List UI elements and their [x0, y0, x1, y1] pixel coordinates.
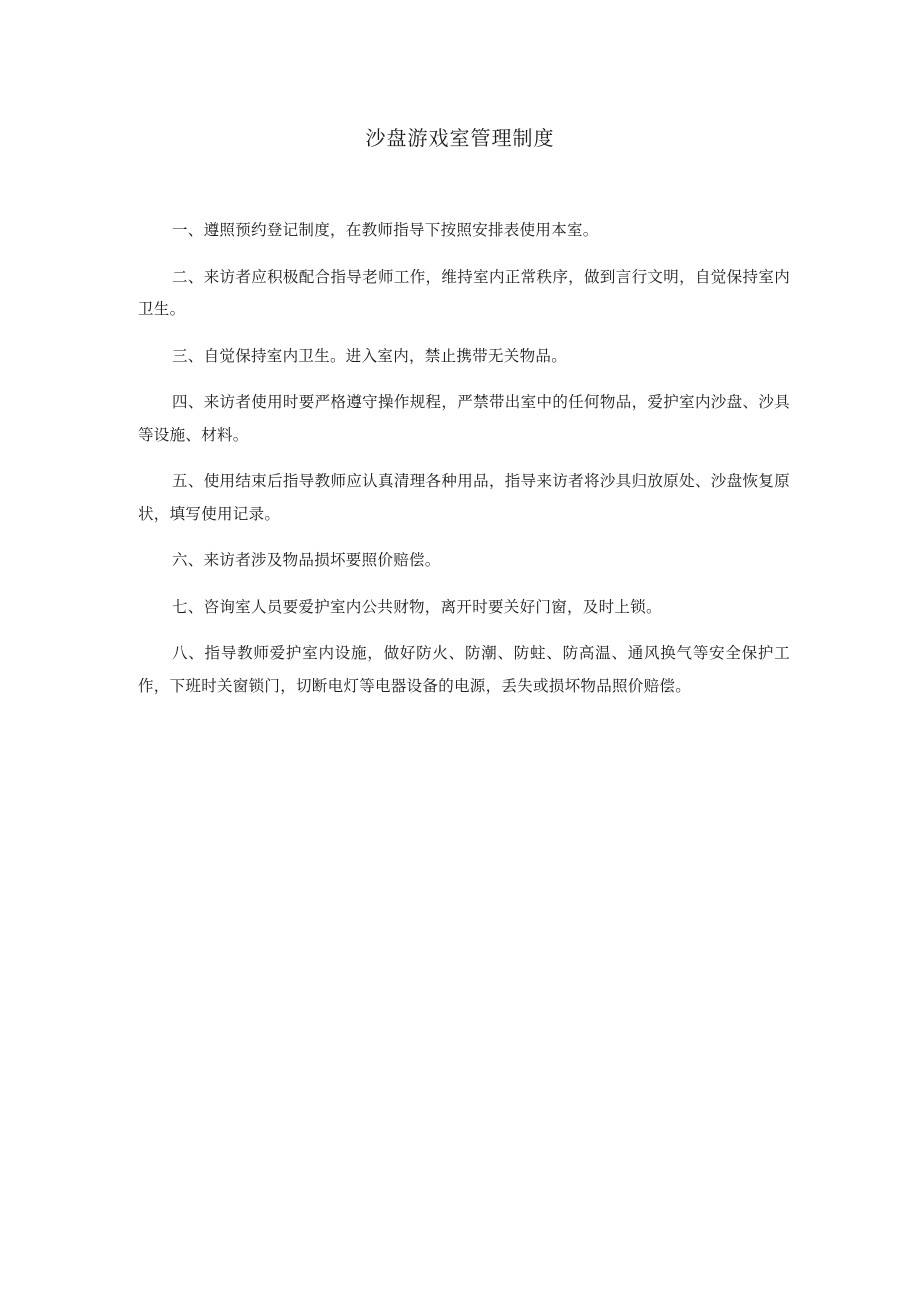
- rule-item-4: 四、来访者使用时要严格遵守操作规程，严禁带出室中的任何物品，爱护室内沙盘、沙具等设施、材料。: [138, 393, 790, 444]
- rule-item-8: 八、指导教师爱护室内设施，做好防火、防潮、防蛀、防高温、通风换气等安全保护工作，下班时关窗锁门，切断电灯等电器设备的电源，丢失或损坏物品照价赔偿。: [138, 644, 790, 695]
- document-title: 沙盘游戏室管理制度: [365, 126, 555, 150]
- rule-item-1: 一、遵照预约登记制度，在教师指导下按照安排表使用本室。: [172, 221, 599, 239]
- document-body: [138, 214, 790, 716]
- rule-item-5: 五、使用结束后指导教师应认真清理各种用品，指导来访者将沙具归放原处、沙盘恢复原状，填写使用记录。: [138, 472, 790, 523]
- rule-item-2: 二、来访者应积极配合指导老师工作，维持室内正常秩序，做到言行文明，自觉保持室内卫生。: [138, 267, 790, 318]
- rule-item-6: 六、来访者涉及物品损坏要照价赔偿。: [172, 551, 441, 569]
- rule-item-3: 三、自觉保持室内卫生。进入室内，禁止携带无关物品。: [172, 346, 568, 365]
- rule-item-7: 七、咨询室人员要爱护室内公共财物，离开时要关好门窗，及时上锁。: [172, 597, 662, 616]
